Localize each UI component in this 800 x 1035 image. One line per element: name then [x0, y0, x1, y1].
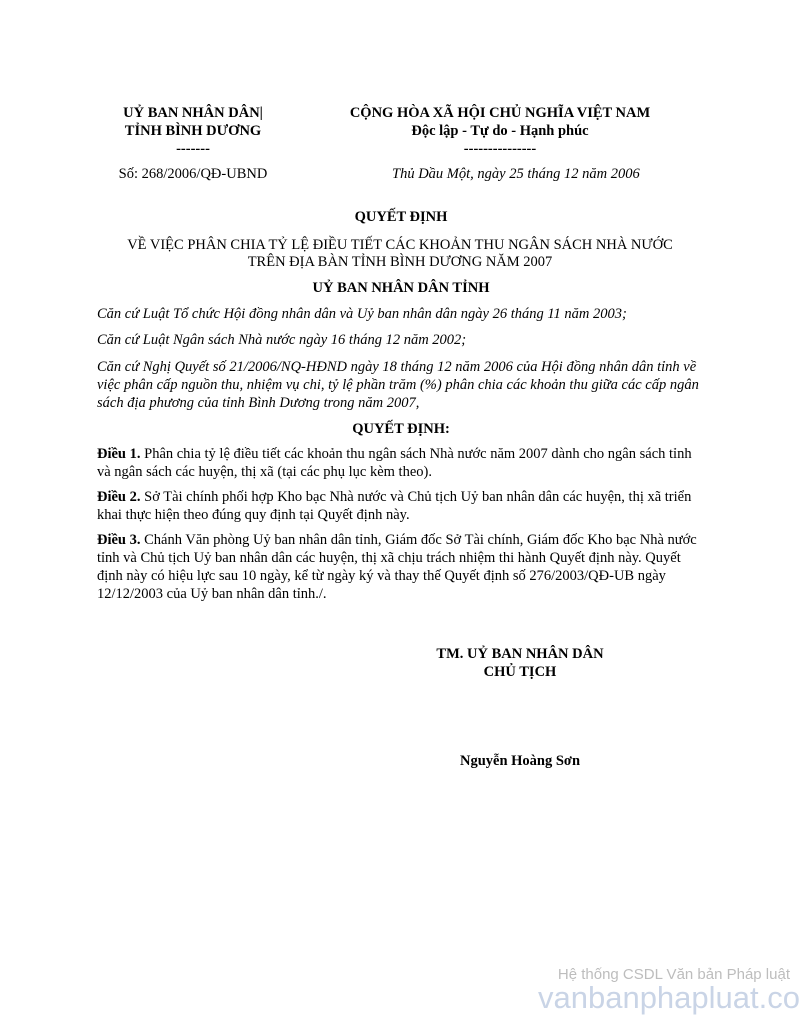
legal-basis-2: Căn cứ Luật Ngân sách Nhà nước ngày 16 tháng 12 năm 2002;	[97, 332, 467, 348]
legal-basis-1: Căn cứ Luật Tổ chức Hội đồng nhân dân và Uỷ ban nhân dân ngày 26 tháng 11 năm 2003;	[97, 306, 627, 322]
national-rule: ---------------	[463, 141, 537, 157]
decision-heading: QUYẾT ĐỊNH:	[352, 421, 450, 437]
issuer-province: TỈNH BÌNH DƯƠNG	[124, 123, 262, 139]
article-1	[97, 445, 705, 481]
article-text: Phân chia tỷ lệ điều tiết các khoản thu ngân sách Nhà nước năm 2007 dành cho ngân sách tỉnh và ngân sách các huyện, thị xã (tại các phụ lục kèm theo).	[97, 446, 692, 480]
document-subject-line2: TRÊN ĐỊA BÀN TỈNH BÌNH DƯƠNG NĂM 2007	[247, 254, 553, 270]
signature-position: CHỦ TỊCH	[483, 664, 557, 680]
watermark-caption: Hệ thống CSDL Văn bản Pháp luật	[557, 966, 790, 983]
article-text: Sở Tài chính phối hợp Kho bạc Nhà nước và Chủ tịch Uỷ ban nhân dân các huyện, thị xã triển khai thực hiện theo đúng quy định tại Quyết định này.	[97, 489, 692, 523]
watermark-site: vanbanphapluat.co	[537, 980, 800, 1015]
issuing-authority: UỶ BAN NHÂN DÂN TỈNH	[312, 280, 490, 296]
article-label: Điều 3.	[97, 532, 141, 548]
national-motto: Độc lập - Tự do - Hạnh phúc	[411, 123, 589, 139]
document-subject-line1: VỀ VIỆC PHÂN CHIA TỶ LỆ ĐIỀU TIẾT CÁC KHOẢN THU NGÂN SÁCH NHÀ NƯỚC	[127, 237, 673, 253]
article-label: Điều 1.	[97, 446, 141, 462]
issuer-rule: -------	[176, 141, 210, 157]
signer-name: Nguyễn Hoàng Sơn	[459, 753, 581, 769]
document-type: QUYẾT ĐỊNH	[354, 209, 448, 225]
legal-basis-3: Căn cứ Nghị Quyết số 21/2006/NQ-HĐND ngày 18 tháng 12 năm 2006 của Hội đồng nhân dân tỉnh về việc phân cấp nguồn thu, nhiệm vụ chi, tỷ lệ phần trăm (%) phân chia các khoản thu giữa các cấp ngân sách địa phương của tỉnh Bình Dương trong năm 2007,	[97, 359, 699, 411]
article-3	[97, 531, 705, 603]
issuer-name: UỶ BAN NHÂN DÂN|	[123, 105, 263, 121]
place-date: Thủ Dầu Một, ngày 25 tháng 12 năm 2006	[392, 166, 640, 182]
signature-on-behalf: TM. UỶ BAN NHÂN DÂN	[436, 646, 604, 662]
document-number: Số: 268/2006/QĐ-UBND	[118, 166, 268, 182]
national-title: CỘNG HÒA XÃ HỘI CHỦ NGHĨA VIỆT NAM	[349, 105, 651, 121]
article-text: Chánh Văn phòng Uỷ ban nhân dân tỉnh, Giám đốc Sở Tài chính, Giám đốc Kho bạc Nhà nước tỉnh và Chủ tịch Uỷ ban nhân dân các huyện, thị xã chịu trách nhiệm thi hành Quyết định này. Quyết định này có hiệu lực sau 10 ngày, kể từ ngày ký và thay thế Quyết định số 276/2003/QĐ-UB ngày 12/12/2003 của Uỷ ban nhân dân tỉnh./.	[97, 532, 697, 602]
article-label: Điều 2.	[97, 489, 141, 505]
article-2	[97, 488, 705, 524]
